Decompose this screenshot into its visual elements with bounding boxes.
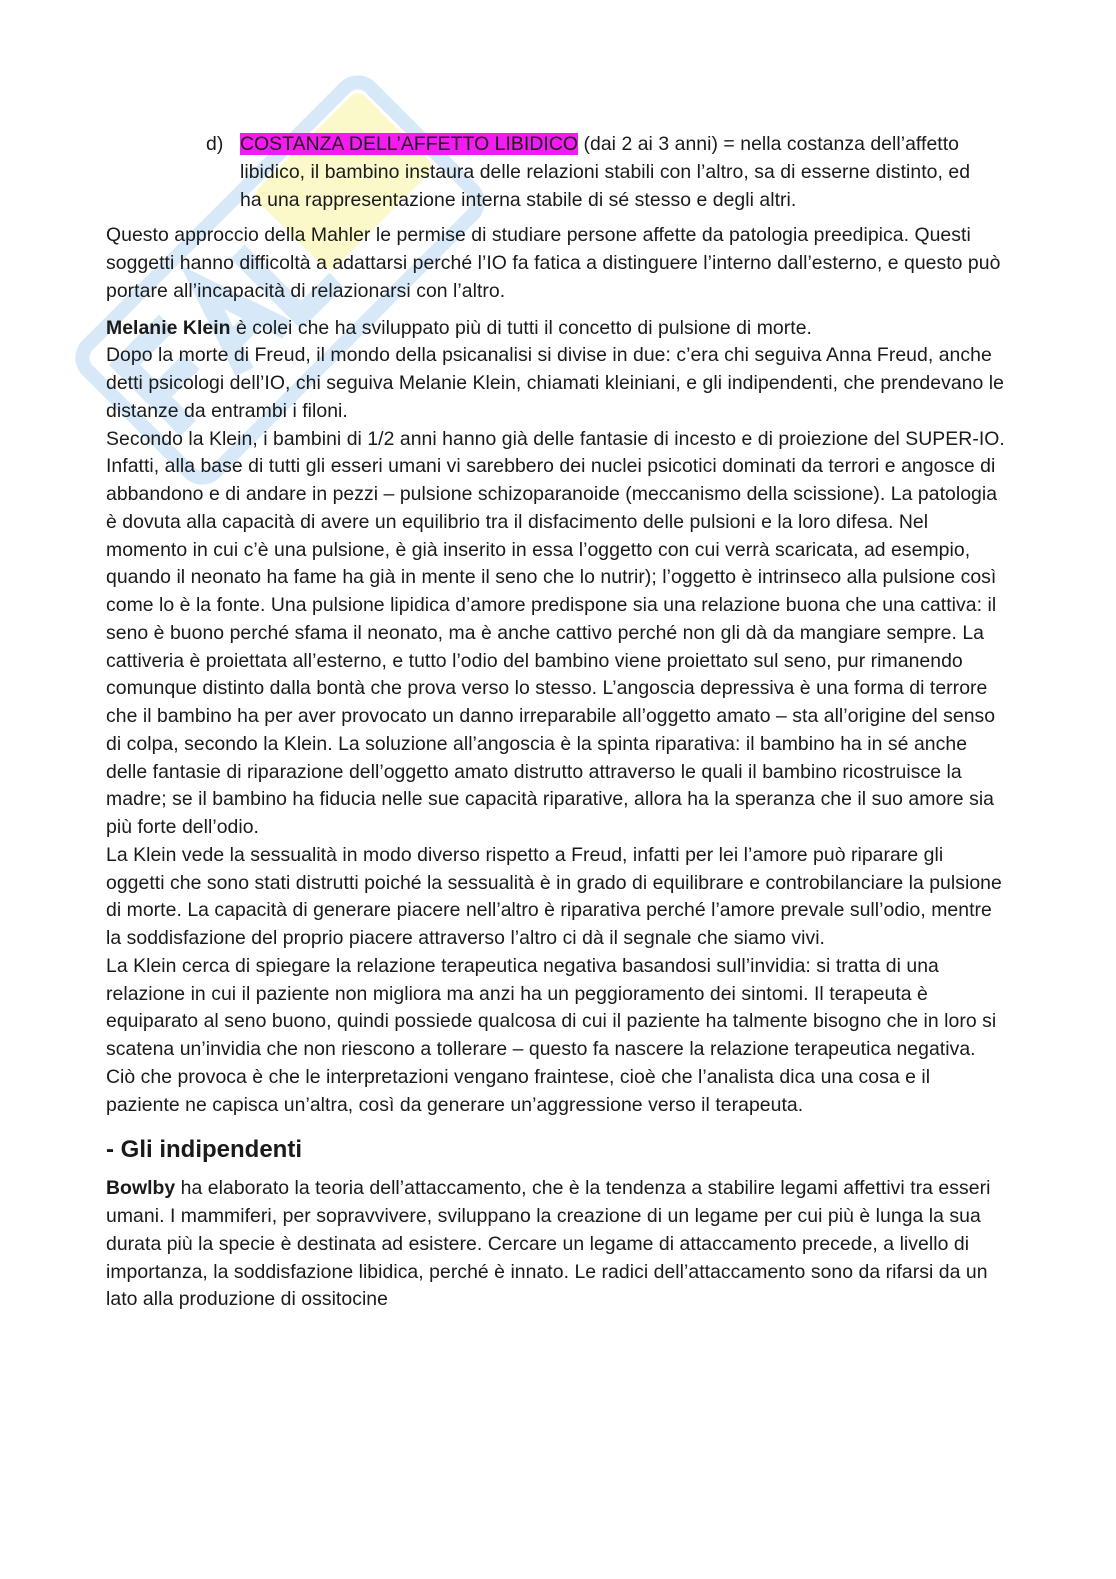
- klein-name: Melanie Klein: [106, 316, 231, 339]
- document-page: [106, 131, 1006, 1314]
- list-item-text: (dai 2 ai 3 anni) = nella costanza dell’affetto libidico, il bambino instaura delle relazioni stabili con l’altro, sa di esserne distinto, ed ha una rappresentazione interna stabile di sé stesso e degli altri.: [240, 133, 971, 211]
- mahler-paragraph: Questo approccio della Mahler le permise di studiare persone affette da patologia preedipica. Questi soggetti hanno difficoltà a adattarsi perché l’IO fa fatica a distinguere l’interno dall’esterno, e questo può portare all’incapacità di relazionarsi con l’altro.: [106, 224, 1001, 302]
- section-heading: - Gli indipendenti: [106, 1136, 302, 1164]
- klein-paragraph-4: La Klein cerca di spiegare la relazione terapeutica negativa basandosi sull’invidia: si tratta di una relazione in cui il paziente non migliora ma anzi ha un peggioramento dei sintomi. Il terapeuta è equiparato al seno buono, quindi possiede qualcosa di cui il paziente ha talmente bisogno che in loro si scatena un’invidia che non riescono a tollerare – questo fa nascere la relazione terapeutica negativa. Ciò che provoca è che le interpretazioni vengano fraintese, cioè che l’analista dica una cosa e il paziente ne capisca un’altra, così da generare un’aggressione verso il terapeuta.: [106, 954, 997, 1116]
- highlighted-term: COSTANZA DELL’AFFETTO LIBIDICO: [240, 133, 579, 155]
- bowlby-text: ha elaborato la teoria dell’attaccamento, che è la tendenza a stabilire legami affettivi tra esseri umani. I mammiferi, per sopravvivere, sviluppano la creazione di un legame per cui più è lunga la sua durata più la specie è destinata ad esistere. Cercare un legame di attaccamento precede, a livello di importanza, la soddisfazione libidica, perché è innato. Le radici dell’attaccamento sono da rifarsi da un lato alla produzione di ossitocine: [106, 1177, 991, 1311]
- bowlby-paragraph: [106, 1175, 1006, 1314]
- klein-paragraph-3: La Klein vede la sessualità in modo diverso rispetto a Freud, infatti per lei l’amore può riparare gli oggetti che sono stati distrutti poiché la sessualità è in grado di equilibrare e controbilanciare la pulsione di morte. La capacità di generare piacere nell’altro è riparativa perché l’amore prevale sull’odio, mentre la soddisfazione del proprio piacere attraverso l’altro ci dà il segnale che siamo vivi.: [106, 843, 1002, 949]
- klein-paragraph-1: Dopo la morte di Freud, il mondo della psicanalisi si divise in due: c’era chi seguiva Anna Freud, anche detti psicologi dell’IO, chi seguiva Melanie Klein, chiamati kleiniani, e gli indipendenti, che prendevano le distanze da entrambi i filoni.: [106, 344, 1004, 422]
- list-item-d: [106, 131, 990, 214]
- klein-intro-text: è colei che ha sviluppato più di tutti il concetto di pulsione di morte.: [230, 316, 812, 339]
- klein-paragraph-2: Secondo la Klein, i bambini di 1/2 anni hanno già delle fantasie di incesto e di proiezione del SUPER-IO. Infatti, alla base di tutti gli esseri umani vi sarebbero dei nuclei psicotici dominati da terrori e angosce di abbandono e di andare in pezzi – pulsione schizoparanoide (meccanismo della scissione). La patologia è dovuta alla capacità di avere un equilibrio tra il disfacimento delle pulsioni e la loro difesa. Nel momento in cui c’è una pulsione, è già inserito in essa l’oggetto con cui verrà scaricata, ad esempio, quando il neonato ha fame ha già in mente il seno che lo nutrir); l’oggetto è intrinseco alla pulsione così come lo è la fonte. Una pulsione lipidica d’amore predispone sia una relazione buona che una cattiva: il seno è buono perché sfama il neonato, ma è anche cattivo perché non gli dà da mangiare sempre. La cattiveria è proiettata all’esterno, e tutto l’odio del bambino viene proiettato sul seno, pur rimanendo comunque distinto dalla bontà che prova verso lo stesso. L’angoscia depressiva è una forma di terrore che il bambino ha per aver provocato un danno irreparabile all’oggetto amato – sta all’origine del senso di colpa, secondo la Klein. La soluzione all’angoscia è la spinta riparativa: il bambino ha in sé anche delle fantasie di riparazione dell’oggetto amato distrutto attraverso le quali il bambino ricostruisce la madre; se il bambino ha fiducia nelle sue capacità riparative, allora ha la speranza che il suo amore sia più forte dell’odio.: [106, 427, 1005, 838]
- bowlby-name: Bowlby: [106, 1177, 176, 1200]
- list-marker: d): [206, 133, 224, 155]
- klein-intro: [106, 315, 1006, 343]
